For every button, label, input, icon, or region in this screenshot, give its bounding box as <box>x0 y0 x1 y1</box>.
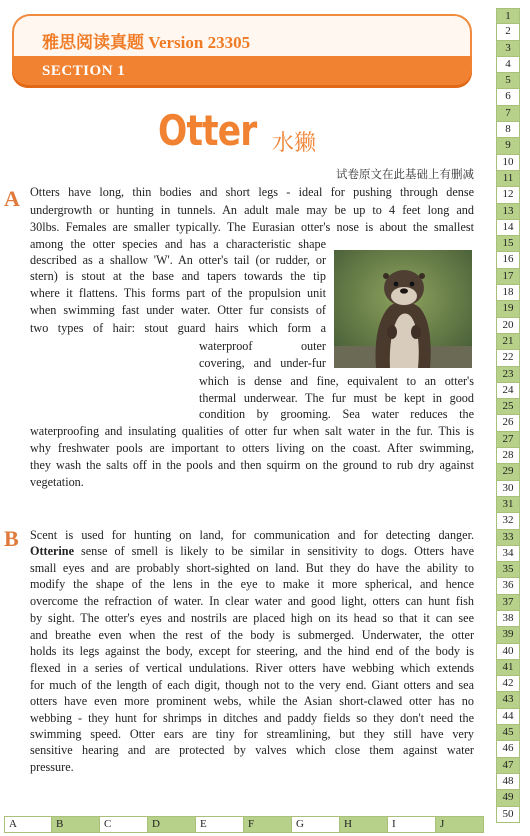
section-label: SECTION 1 <box>42 63 126 79</box>
otter-photo <box>334 250 472 368</box>
column-letter: B <box>52 816 100 833</box>
line-number: 26 <box>496 415 520 431</box>
line-number: 42 <box>496 676 520 692</box>
text-line: Otterine sense of smell is likely to be similar in sensitivity to dogs. Otters have <box>30 544 474 558</box>
text-line: which is dense and fine, equivalent to an otter's <box>199 374 474 388</box>
text-line: where it flattens. This forms part of the propulsion unit <box>30 286 326 300</box>
line-number: 38 <box>496 611 520 627</box>
text-line: undergrowth or hunting in tunnels. An adult male may be up to 4 feet long and <box>30 203 474 217</box>
letter-row <box>4 816 484 833</box>
line-number: 28 <box>496 448 520 464</box>
text-line: vegetation. <box>30 475 84 489</box>
line-number: 23 <box>496 367 520 383</box>
line-number: 37 <box>496 595 520 611</box>
text-line: among the otter species and has a characteristic shape <box>30 237 326 251</box>
text-line: thermal underwear. The fur must be kept in good <box>199 391 474 405</box>
text-line: otters have even more prominent webs, while the Asian short-clawed otter has no <box>30 694 474 708</box>
line-number: 15 <box>496 236 520 252</box>
text-line: sensitive hearing and are protected by valves which close them against water <box>30 743 474 757</box>
line-number: 7 <box>496 106 520 122</box>
text-line: covering, and under-fur <box>199 356 326 370</box>
line-number: 20 <box>496 318 520 334</box>
line-number: 30 <box>496 481 520 497</box>
line-number: 3 <box>496 41 520 57</box>
text-line: pressure. <box>30 760 74 774</box>
line-number: 9 <box>496 138 520 154</box>
text-line: webbing - they hunt for shrimps in ditches and paddy fields so they don't need the <box>30 711 474 725</box>
line-number: 32 <box>496 513 520 529</box>
line-number: 22 <box>496 350 520 366</box>
text-line: 30lbs. Females are smaller typically. The Eurasian otter's nose is about the smallest <box>30 220 474 234</box>
line-number: 33 <box>496 530 520 546</box>
column-letter: H <box>340 816 388 833</box>
line-number: 35 <box>496 562 520 578</box>
line-number: 46 <box>496 741 520 757</box>
line-number: 24 <box>496 383 520 399</box>
line-number: 48 <box>496 774 520 790</box>
text-line: when swimming fast under water. Otter fur consists of <box>30 303 326 317</box>
paragraph-label-b: B <box>4 526 19 551</box>
line-number: 25 <box>496 399 520 415</box>
text-line: by sight. The otter's eyes and nostrils are placed high on its head so that it can see <box>30 611 474 625</box>
line-number: 4 <box>496 57 520 73</box>
line-number: 43 <box>496 692 520 708</box>
line-number: 50 <box>496 807 520 823</box>
column-letter: G <box>292 816 340 833</box>
column-letter: D <box>148 816 196 833</box>
line-number: 12 <box>496 187 520 203</box>
text-line: condition by grooming. Sea water reduces the <box>199 407 474 421</box>
text-line: stern) is stout at the base and tapers towards the tip <box>30 269 326 283</box>
line-number: 17 <box>496 269 520 285</box>
line-number: 2 <box>496 24 520 40</box>
bold-term: Otterine <box>30 544 74 558</box>
line-number: 6 <box>496 89 520 105</box>
text-line: they wash the salts off in the pools and then squirm on the ground to rub dry against <box>30 458 474 472</box>
line-number-column <box>496 8 520 823</box>
line-number: 49 <box>496 790 520 806</box>
line-number: 40 <box>496 644 520 660</box>
line-number: 5 <box>496 73 520 89</box>
line-number: 45 <box>496 725 520 741</box>
text-line: modify the shape of the lens in the eye to make it more spherical, and hence <box>30 577 474 591</box>
line-number: 11 <box>496 171 520 187</box>
line-number: 19 <box>496 301 520 317</box>
column-letter: I <box>388 816 436 833</box>
line-number: 18 <box>496 285 520 301</box>
line-number: 13 <box>496 204 520 220</box>
text-line: two types of hair: stout guard hairs which form a <box>30 321 326 335</box>
line-number: 14 <box>496 220 520 236</box>
line-number: 41 <box>496 660 520 676</box>
text-line: why freshwater pools are important to otters living on the coast. After swimming, <box>30 441 474 455</box>
paragraph-label-a: A <box>4 186 20 211</box>
line-number: 1 <box>496 8 520 24</box>
text-line: small eyes and are probably short-sighted on land. But they do have the ability to <box>30 561 474 575</box>
line-number: 39 <box>496 627 520 643</box>
passage-title: Otter <box>158 106 257 155</box>
line-number: 34 <box>496 546 520 562</box>
line-number: 16 <box>496 252 520 268</box>
text-line: for much of the length of each digit, though not to the very end. Giant otters and sea <box>30 678 474 692</box>
text-line: overcome the refraction of water. In clear water and good light, otters can hunt fish <box>30 594 474 608</box>
column-letter: C <box>100 816 148 833</box>
abridged-note: 试卷原文在此基础上有删减 <box>336 167 474 181</box>
line-number: 44 <box>496 709 520 725</box>
text-line: swimming speed. Otter ears are tiny for streamlining, but they still have very <box>30 727 474 741</box>
header-title: 雅思阅读真题 Version 23305 <box>42 33 251 52</box>
line-number: 31 <box>496 497 520 513</box>
column-letter: E <box>196 816 244 833</box>
line-number: 27 <box>496 432 520 448</box>
column-letter: J <box>436 816 484 833</box>
line-number: 36 <box>496 578 520 594</box>
passage-title-cn: 水獭 <box>272 131 317 156</box>
text-line: described as a shallow 'W'. An otter's tail (or rudder, or <box>30 253 326 267</box>
column-letter: A <box>4 816 52 833</box>
line-number: 47 <box>496 758 520 774</box>
line-number: 29 <box>496 464 520 480</box>
text-line: flexed in a series of vertical undulations. River otters have webbing which extends <box>30 661 474 675</box>
text-line: and breathe even when the rest of the body is submerged. Underwater, the otter <box>30 628 474 642</box>
otter-illustration <box>334 250 472 368</box>
line-number: 8 <box>496 122 520 138</box>
line-number: 10 <box>496 155 520 171</box>
line-number: 21 <box>496 334 520 350</box>
text-line: holds its legs against the body, except for steering, and the hind end of the body is <box>30 644 474 658</box>
text-line: waterproof outer <box>199 339 326 353</box>
text-line: Otters have long, thin bodies and short legs - ideal for pushing through dense <box>30 185 474 199</box>
text-line: waterproofing and insulating qualities of otter fur when salt water in the fur. This is <box>30 424 474 438</box>
column-letter: F <box>244 816 292 833</box>
text-line: Scent is used for hunting on land, for communication and for detecting danger. <box>30 528 474 542</box>
